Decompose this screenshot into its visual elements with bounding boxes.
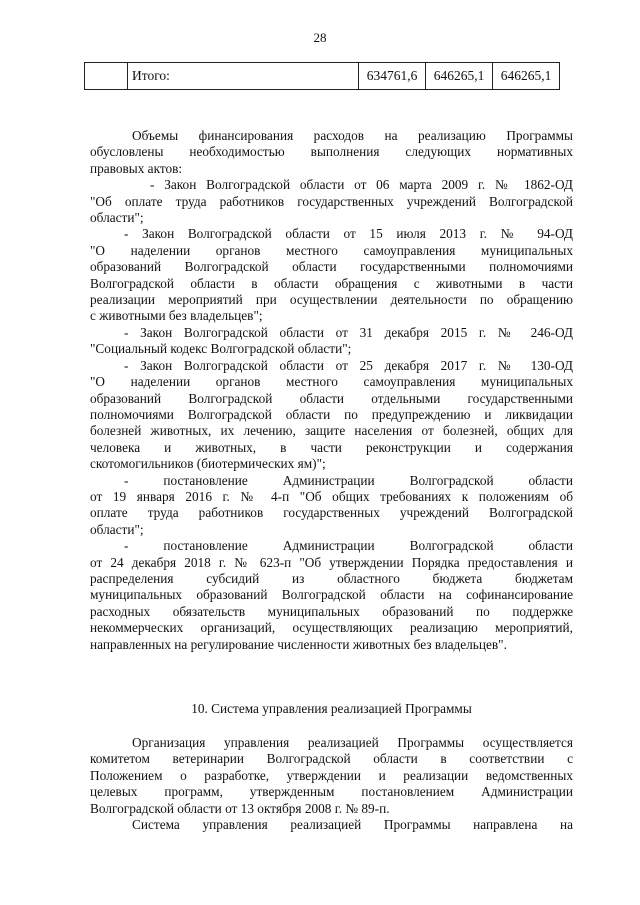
paragraph-line: Волгоградской области в области обращения с животными в части (90, 275, 573, 291)
paragraph-line: "О наделении органов местного самоуправления муниципальных (90, 374, 573, 390)
totals-label: Итого: (128, 63, 359, 90)
paragraph-line: образований Волгоградской области отдельными государственными (90, 390, 573, 406)
paragraph-line: Объемы финансирования расходов на реализацию Программы (132, 128, 573, 143)
paragraph-line: целевых программ, утвержденным постановлением Администрации (90, 784, 573, 800)
paragraph-line: - Закон Волгоградской области от 06 марта 2009 г. № 1862-ОД (150, 177, 573, 193)
totals-value-1: 634761,6 (359, 63, 426, 90)
paragraph-line: - постановление Администрации Волгоградской области (124, 472, 573, 488)
paragraph-line: реализации мероприятий при осуществлении деятельности по обращению (90, 292, 573, 308)
paragraph-line: расходных обязательств муниципальных образований по поддержке (90, 603, 573, 619)
paragraph-line: - Закон Волгоградской области от 25 декабря 2017 г. № 130-ОД (124, 357, 573, 373)
intro-block (90, 128, 573, 653)
paragraph-line: области"; (90, 521, 144, 537)
paragraph-line: Организация управления реализацией Программы осуществляется (132, 735, 573, 750)
paragraph-line: - Закон Волгоградской области от 31 декабря 2015 г. № 246-ОД (124, 324, 573, 340)
body-block (90, 735, 573, 833)
paragraph-line: с животными без владельцев"; (90, 308, 263, 324)
paragraph-line: скотомогильников (биотермических ям)"; (90, 456, 326, 472)
paragraph-line: правовых актов: (90, 160, 183, 176)
totals-value-3: 646265,1 (493, 63, 560, 90)
paragraph-line: распределения субсидий из областного бюджета бюджетам (90, 570, 573, 586)
paragraph-line: "Об оплате труда работников государственных учреждений Волгоградской (90, 193, 573, 209)
paragraph-line: человека и животных, в части реконструкции и содержания (90, 439, 573, 455)
section-heading: 10. Система управления реализацией Программы (191, 701, 472, 716)
paragraph-line: - постановление Администрации Волгоградской области (124, 538, 573, 554)
paragraph-line: "О наделении органов местного самоуправления муниципальных (90, 242, 573, 258)
paragraph-line: от 19 января 2016 г. № 4-п "Об общих требованиях к положениям об (90, 488, 573, 504)
paragraph-line: области"; (90, 210, 144, 226)
paragraph-line: - Закон Волгоградской области от 15 июля 2013 г. № 94-ОД (124, 226, 573, 242)
paragraph-line: некоммерческих организаций, осуществляющих реализацию мероприятий, (90, 620, 573, 636)
paragraph-line: болезней животных, их лечению, защите населения от болезней, общих для (90, 423, 573, 439)
paragraph-line: от 24 декабря 2018 г. № 623-п "Об утверждении Порядка предоставления и (90, 554, 573, 570)
paragraph-line: образований Волгоградской области государственными полномочиями (90, 259, 573, 275)
paragraph-line: Положением о разработке, утверждении и реализации ведомственных (90, 767, 573, 783)
totals-table (84, 62, 560, 90)
paragraph-line: муниципальных образований Волгоградской области на софинансирование (90, 587, 573, 603)
paragraph-line: Волгоградской области от 13 октября 2008 г. № 89-п. (90, 800, 390, 816)
totals-value-2: 646265,1 (426, 63, 493, 90)
empty-cell (85, 63, 128, 90)
paragraph-line: Система управления реализацией Программы направлена на (132, 817, 573, 833)
paragraph-line: оплате труда работников государственных учреждений Волгоградской (90, 505, 573, 521)
paragraph-line: "Социальный кодекс Волгоградской области"; (90, 341, 352, 357)
paragraph-line: комитетом ветеринарии Волгоградской области в соответствии с (90, 751, 573, 767)
paragraph-line: полномочиями Волгоградской области по предупреждению и ликвидации (90, 406, 573, 422)
table-row (85, 63, 560, 90)
page-number: 28 (313, 30, 327, 45)
paragraph-line: направленных на регулирование численности животных без владельцев". (90, 636, 507, 652)
paragraph-line: обусловлены необходимостью выполнения следующих нормативных (90, 144, 573, 160)
